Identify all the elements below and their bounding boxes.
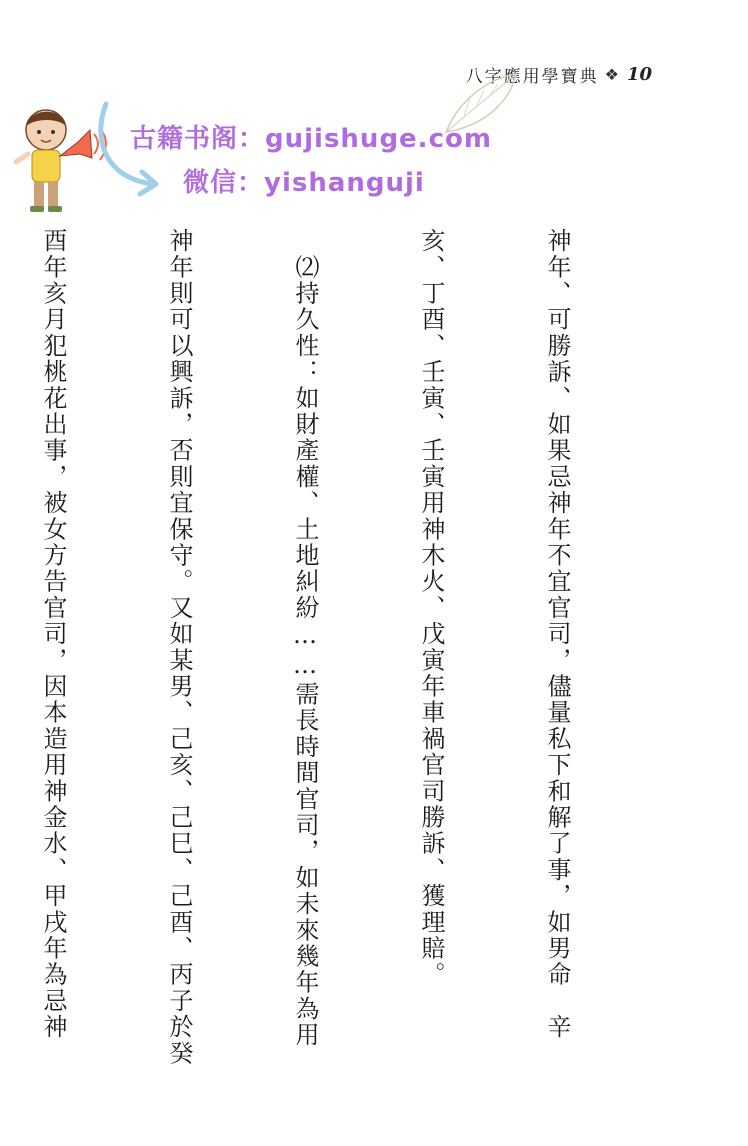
text-column: 神年則可以興訴，否則宜保守。又如某男、己亥、己巳、己酉、丙子於癸 — [165, 228, 193, 1067]
page-number: 10 — [626, 64, 652, 85]
text-column: 酉年亥月犯桃花出事，被女方告官司，因本造用神金水、甲戌年為忌神 — [39, 228, 67, 1041]
text-column: ⑵持久性：如財產權、土地糾紛……需長時間官司，如未來幾年為用 — [291, 228, 319, 1049]
book-title: 八字應用學寶典 — [465, 67, 599, 87]
text-column: 亥、丁酉、壬寅、壬寅用神木火、戊寅年車禍官司勝訴、獲理賠。 — [417, 228, 445, 988]
watermark-site: 古籍书阁：gujishuge.com — [130, 124, 492, 154]
page-body — [0, 228, 662, 1108]
watermark — [8, 100, 492, 220]
watermark-wechat: 微信：yishanguji — [183, 168, 425, 198]
ornament-icon: ❖ — [604, 65, 621, 84]
text-column: 神年、可勝訴、如果忌神年不宜官司，儘量私下和解了事，如男命 辛 — [543, 228, 571, 1041]
